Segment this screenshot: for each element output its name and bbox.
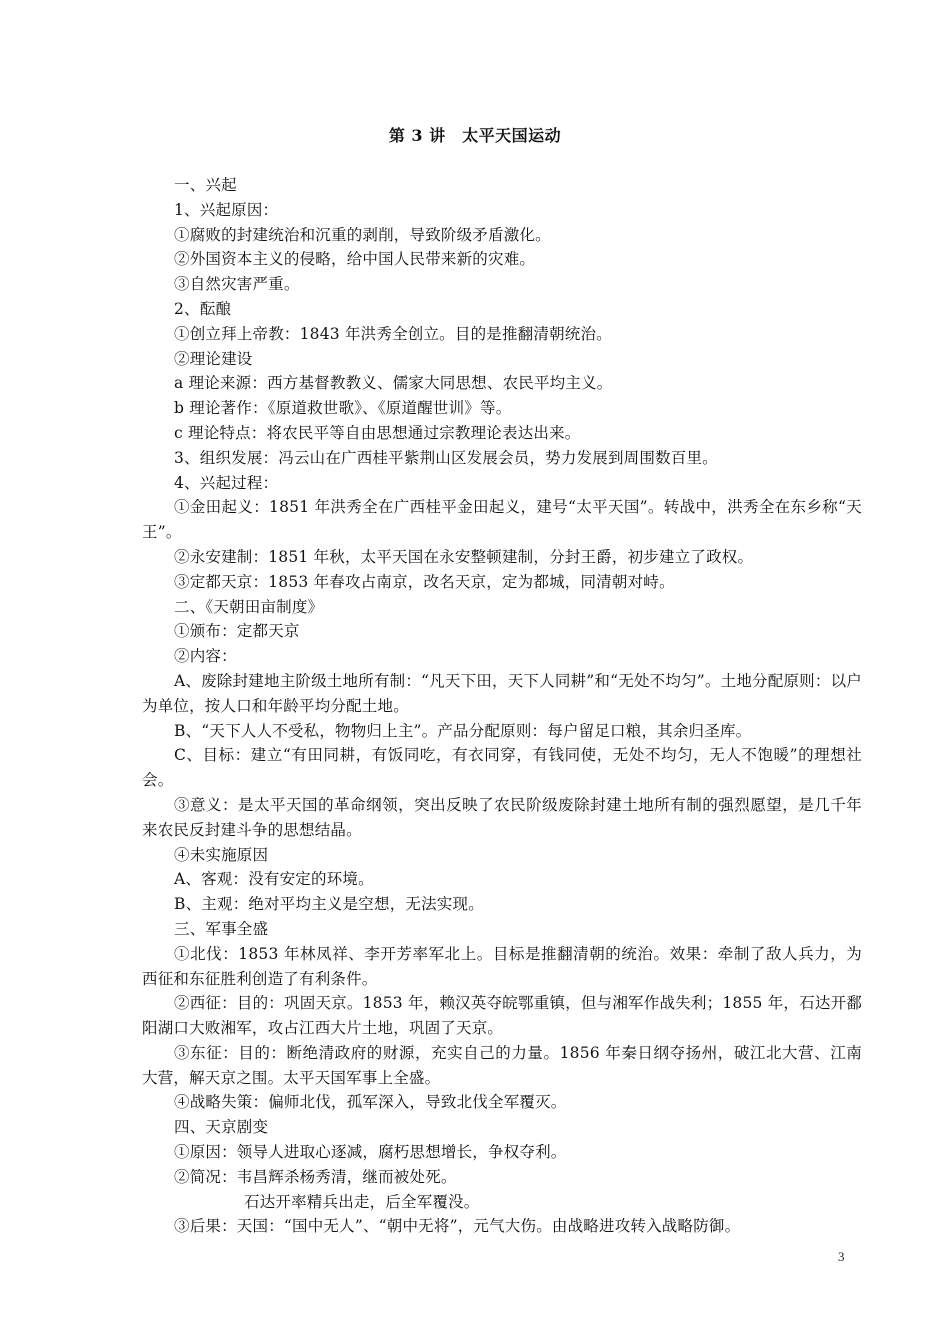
section-heading: 三、军事全盛 bbox=[174, 919, 269, 938]
list-item: ④未实施原因 bbox=[174, 845, 269, 864]
document-body bbox=[142, 173, 862, 1239]
section-heading: 二、《天朝田亩制度》 bbox=[174, 597, 324, 616]
list-item: ③后果：天国：“国中无人”、“朝中无将”，元气大伤。由战略进攻转入战略防御。 bbox=[174, 1217, 741, 1236]
list-item-continuation: 石达开率精兵出走，后全军覆没。 bbox=[244, 1192, 480, 1211]
subsection-heading: 1、兴起原因： bbox=[174, 200, 279, 219]
list-item: A、废除封建地主阶级土地所有制：“凡天下田，天下人同耕”和“无处不均匀”。土地分配原则：以户为单位，按人口和年龄平均分配土地。 bbox=[142, 671, 862, 715]
list-item: a 理论来源：西方基督教教义、儒家大同思想、农民平均主义。 bbox=[174, 374, 613, 393]
list-item: ②简况：韦昌辉杀杨秀清，继而被处死。 bbox=[174, 1167, 457, 1186]
section-heading: 四、天京剧变 bbox=[174, 1118, 269, 1137]
list-item: ①北伐：1853 年林凤祥、李开芳率军北上。目标是推翻清朝的统治。效果：牵制了敌人兵力，为西征和东征胜利创造了有利条件。 bbox=[142, 944, 862, 988]
list-item: C、目标：建立“有田同耕，有饭同吃，有衣同穿，有钱同使，无处不均匀，无人不饱暖”的理想社会。 bbox=[142, 746, 862, 790]
list-item: ①金田起义：1851 年洪秀全在广西桂平金田起义，建号“太平天国”。转战中，洪秀全在东乡称“天王”。 bbox=[142, 498, 862, 542]
list-item: ②内容： bbox=[174, 647, 237, 666]
list-item: ②理论建设 bbox=[174, 349, 253, 368]
list-item: ①颁布：定都天京 bbox=[174, 622, 300, 641]
list-item: b 理论著作：《原道救世歌》、《原道醒世训》等。 bbox=[174, 399, 512, 418]
section-heading: 一、兴起 bbox=[174, 176, 237, 194]
list-item: ③东征：目的：断绝清政府的财源，充实自己的力量。1856 年秦日纲夺扬州，破江北大营、江南大营，解天京之围。太平天国军事上全盛。 bbox=[142, 1043, 862, 1087]
list-item: ④战略失策：偏师北伐，孤军深入，导致北伐全军覆灭。 bbox=[174, 1093, 567, 1112]
list-item: A、客观：没有安定的环境。 bbox=[174, 870, 374, 889]
subsection-heading: 3、组织发展：冯云山在广西桂平紫荆山区发展会员，势力发展到周围数百里。 bbox=[174, 448, 718, 467]
page-number: 3 bbox=[838, 1249, 845, 1264]
list-item: ③意义：是太平天国的革命纲领，突出反映了农民阶级废除封建土地所有制的强烈愿望，是几千年来农民反封建斗争的思想结晶。 bbox=[142, 795, 862, 839]
list-item: ③自然灾害严重。 bbox=[174, 275, 300, 294]
list-item: c 理论特点：将农民平等自由思想通过宗教理论表达出来。 bbox=[174, 423, 581, 442]
list-item: ②西征：目的：巩固天京。1853 年，赖汉英夺皖鄂重镇，但与湘军作战失利；1855 年，石达开鄱阳湖口大败湘军，攻占江西大片土地，巩固了天京。 bbox=[142, 994, 862, 1038]
list-item: B、主观：绝对平均主义是空想，无法实现。 bbox=[174, 895, 484, 914]
list-item: ②永安建制：1851 年秋，太平天国在永安整顿建制，分封王爵，初步建立了政权。 bbox=[174, 547, 754, 566]
subsection-heading: 4、兴起过程： bbox=[174, 473, 279, 492]
list-item: ①原因：领导人进取心逐减，腐朽思想增长，争权夺利。 bbox=[174, 1143, 567, 1162]
list-item: B、“天下人人不受私，物物归上主”。产品分配原则：每户留足口粮，其余归圣库。 bbox=[174, 721, 752, 740]
page-title: 第 3 讲 太平天国运动 bbox=[388, 126, 562, 145]
list-item: ①创立拜上帝教：1843 年洪秀全创立。目的是推翻清朝统治。 bbox=[174, 324, 612, 343]
list-item: ①腐败的封建统治和沉重的剥削，导致阶级矛盾激化。 bbox=[174, 225, 551, 244]
list-item: ②外国资本主义的侵略，给中国人民带来新的灾难。 bbox=[174, 250, 536, 269]
list-item: ③定都天京：1853 年春攻占南京，改名天京，定为都城，同清朝对峙。 bbox=[174, 572, 675, 591]
subsection-heading: 2、酝酿 bbox=[174, 299, 232, 318]
